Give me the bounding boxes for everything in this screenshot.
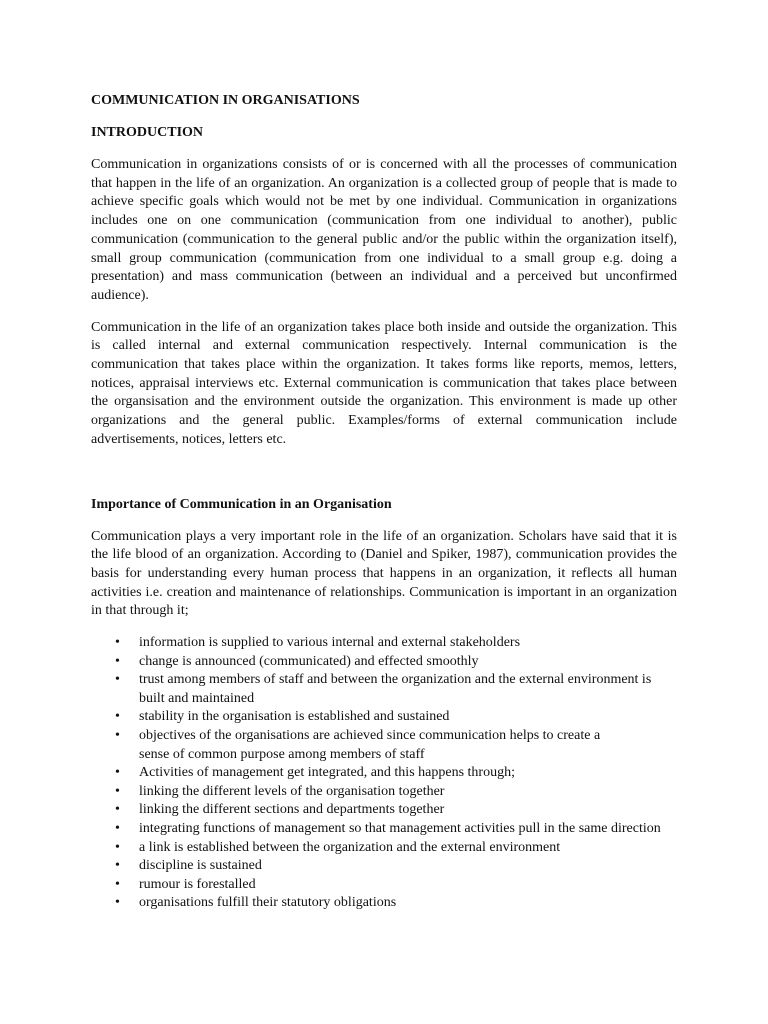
list-item-text: Activities of management get integrated, and this happens through; xyxy=(139,765,515,781)
list-item xyxy=(91,764,677,783)
importance-paragraph: Communication plays a very important role in the life of an organization. Scholars have said that it is the life blood of an organization. According to (Daniel and Spiker, 1987), communication provides the basis for understanding every human process that happens in an organization, it reflects all human activities i.e. creation and maintenance of relationships. Communication is important in an organization in that through it; xyxy=(91,528,677,619)
importance-heading: Importance of Communication in an Organisation xyxy=(91,496,392,512)
bullet-icon: • xyxy=(115,895,120,911)
document-page xyxy=(91,92,677,913)
list-item-text: a link is established between the organization and the external environment xyxy=(139,839,561,855)
list-item-text: change is announced (communicated) and effected smoothly xyxy=(139,653,479,669)
list-item xyxy=(91,708,677,727)
list-item xyxy=(91,671,677,708)
list-item-text: information is supplied to various internal and external stakeholders xyxy=(139,635,521,651)
bullet-icon: • xyxy=(115,765,120,781)
list-item-text: integrating functions of management so that management activities pull in the same direction xyxy=(139,821,661,836)
bullet-icon: • xyxy=(115,783,120,799)
list-item xyxy=(91,857,677,876)
bullet-icon: • xyxy=(115,635,120,651)
bullet-icon: • xyxy=(115,839,120,855)
bullet-icon: • xyxy=(115,821,120,836)
list-item-text: stability in the organisation is established and sustained xyxy=(139,709,450,725)
bullet-icon: • xyxy=(115,802,120,818)
list-item xyxy=(91,820,677,839)
document-title: COMMUNICATION IN ORGANISATIONS xyxy=(91,93,360,108)
list-item xyxy=(91,634,677,653)
list-item-text: discipline is sustained xyxy=(139,858,262,874)
list-item-text: organisations fulfill their statutory obligations xyxy=(139,895,397,911)
list-item-text: linking the different sections and departments together xyxy=(139,802,445,818)
list-item xyxy=(91,653,677,672)
bullet-icon: • xyxy=(115,728,120,744)
list-item-text: rumour is forestalled xyxy=(139,876,256,892)
bullet-icon: • xyxy=(115,672,120,688)
bullet-icon: • xyxy=(115,653,120,669)
list-item xyxy=(91,876,677,895)
importance-bullet-list xyxy=(91,634,677,913)
intro-paragraph-1: Communication in organizations consists of or is concerned with all the processes of communication that happen in the life of an organization. An organization is a collected group of people that is made to achieve specific goals which would not be met by one individual. Communication in organizations includes one on one communication (communication from one individual to another), public communication (communication to the general public and/or the public within the organization itself), small group communication (communication from one individual to a small group e.g. doing a presentation) and mass communication (between an individual and a perceived but unconfirmed audience). xyxy=(91,157,677,303)
bullet-icon: • xyxy=(115,858,120,874)
list-item xyxy=(91,783,677,802)
introduction-heading: INTRODUCTION xyxy=(91,125,204,140)
list-item-text: linking the different levels of the organisation together xyxy=(139,783,445,799)
list-item xyxy=(91,839,677,858)
list-item-text: trust among members of staff and between the organization and the external environment is built and maintained xyxy=(139,672,652,706)
bullet-icon: • xyxy=(115,876,120,892)
intro-paragraph-2: Communication in the life of an organization takes place both inside and outside the organization. This is called internal and external communication respectively. Internal communication is the communication that takes place within the organization. It takes forms like reports, memos, letters, notices, appraisal interviews etc. External communication is communication that takes place between the organsisation and the environment outside the organization. This environment is made up other organizations and the general public. Examples/forms of external communication include advertisements, notices, letters etc. xyxy=(91,319,677,447)
list-item xyxy=(91,801,677,820)
bullet-icon: • xyxy=(115,709,120,725)
list-item xyxy=(91,894,677,913)
list-item xyxy=(91,727,677,764)
list-item-text: objectives of the organisations are achieved since communication helps to create a sense of common purpose among members of staff xyxy=(139,728,601,762)
